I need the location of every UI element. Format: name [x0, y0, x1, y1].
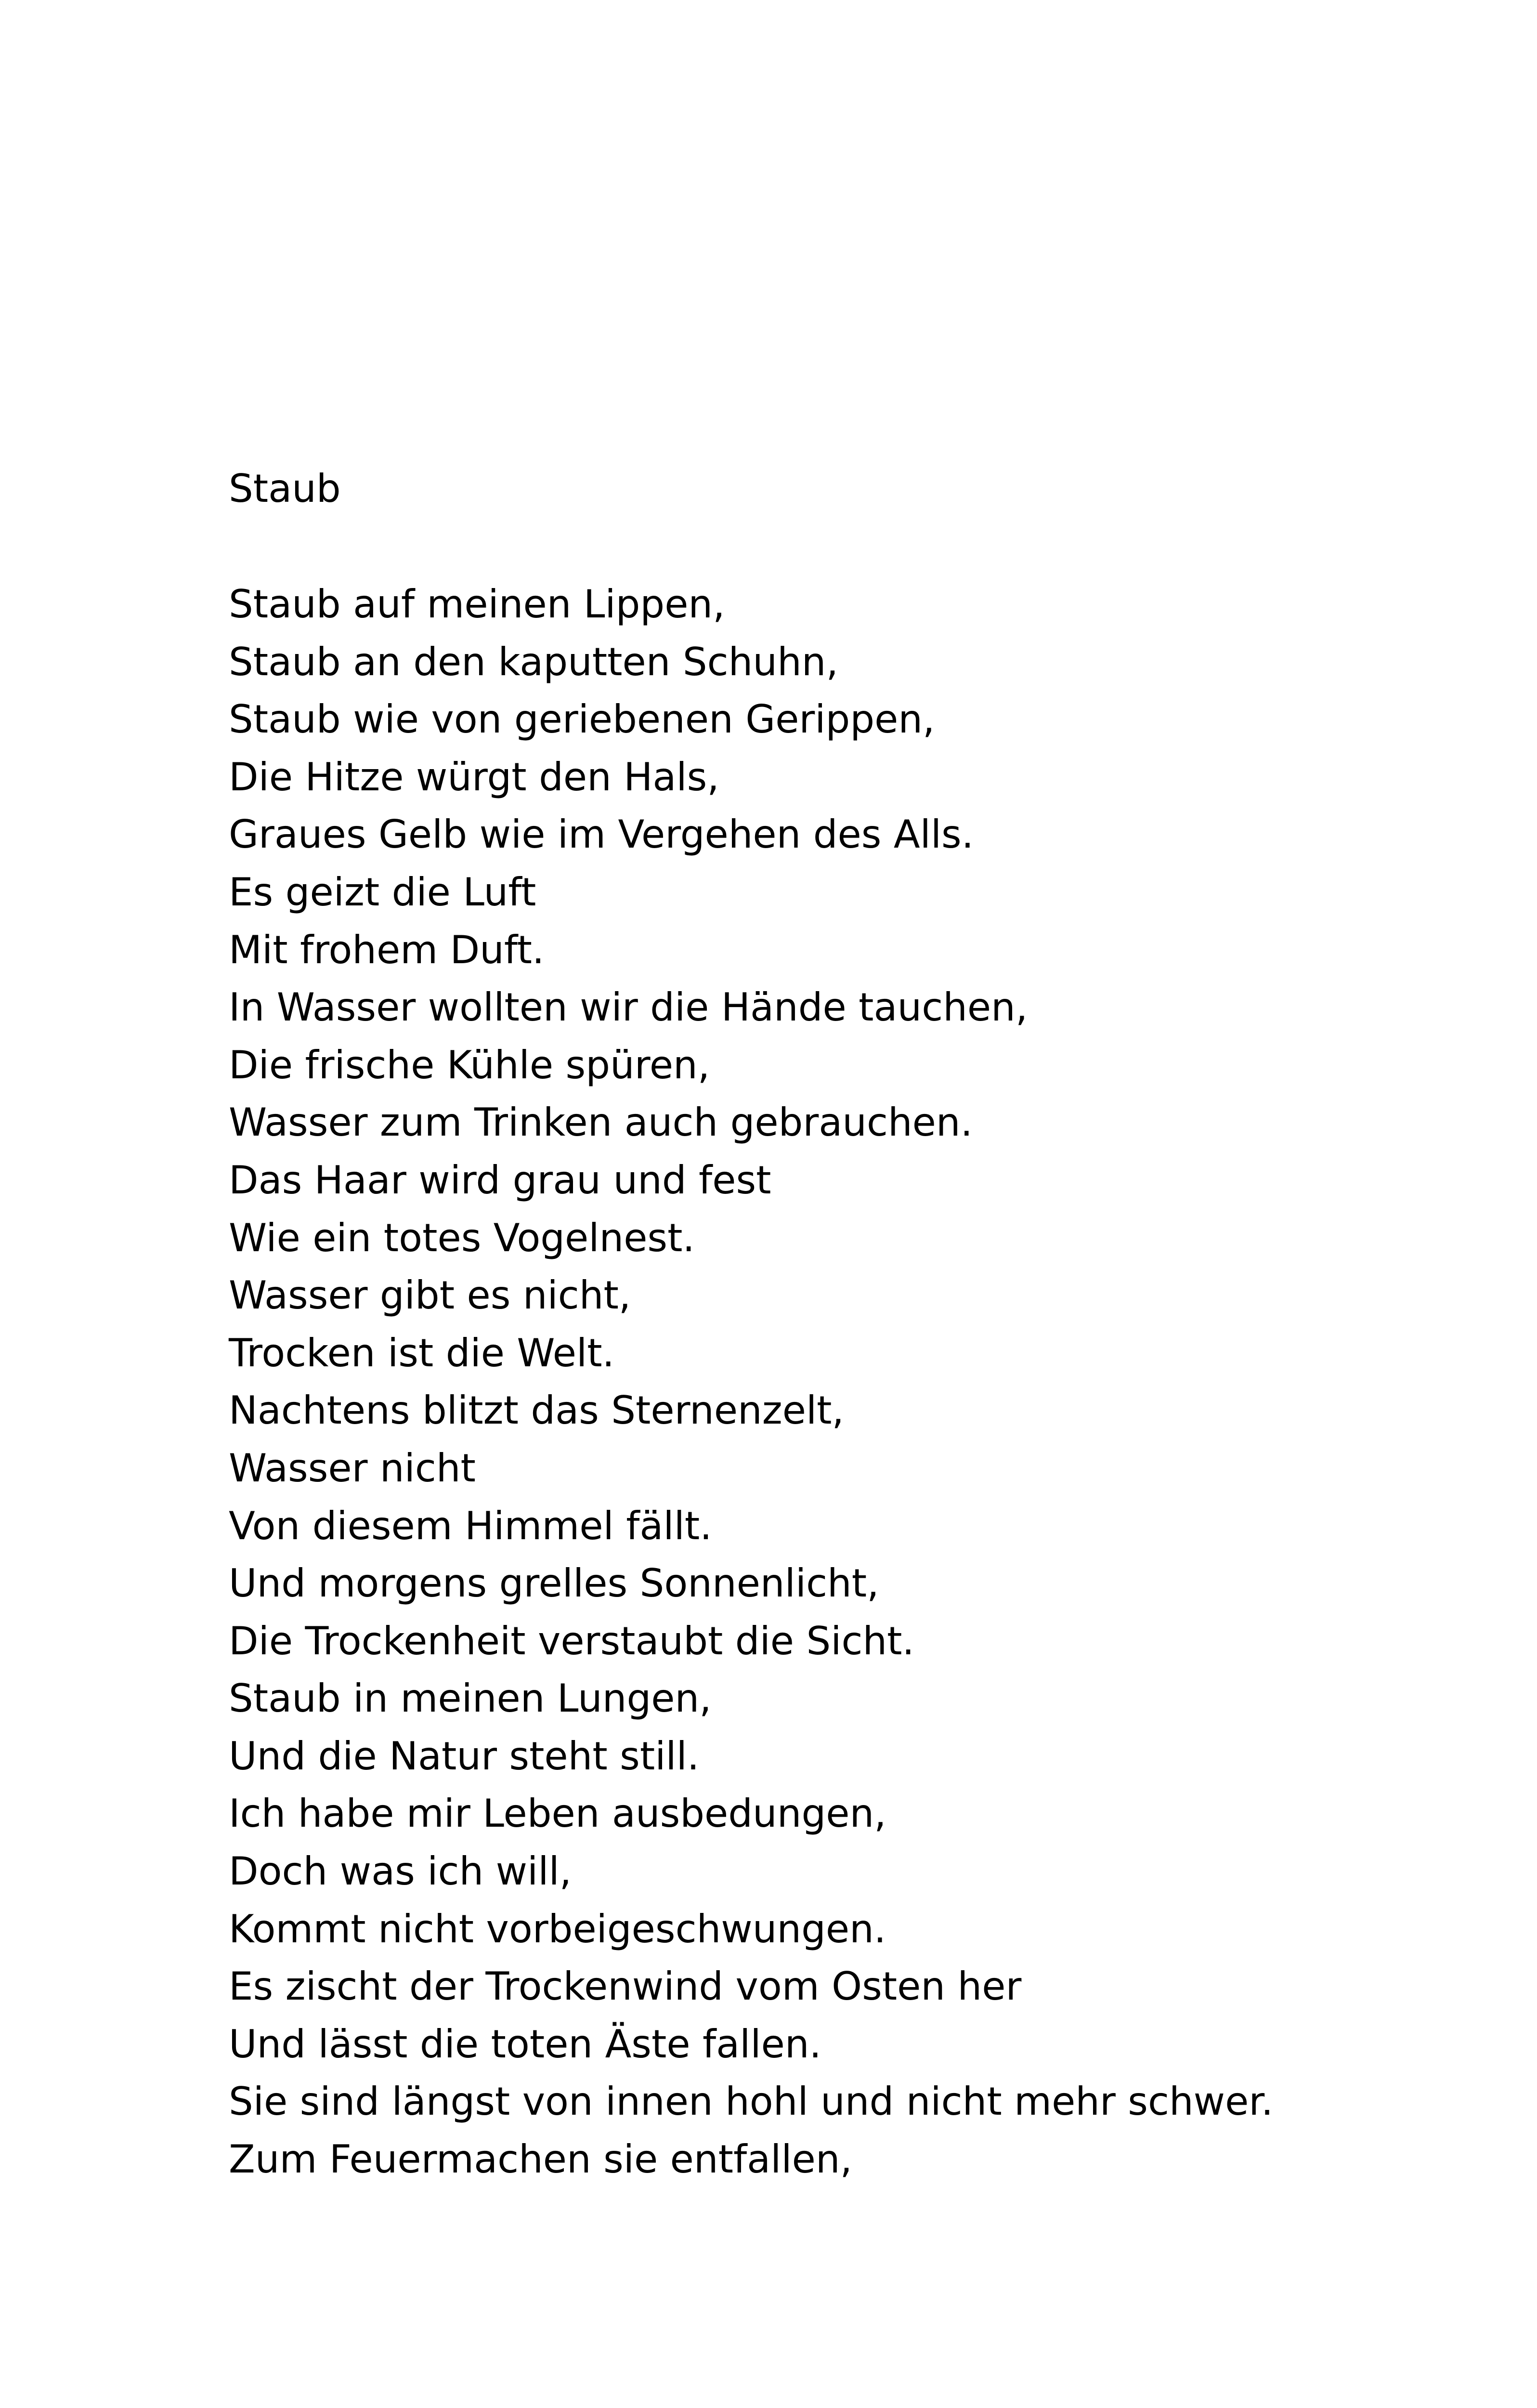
poem-line: Kommt nicht vorbeigeschwungen. — [229, 1906, 886, 1951]
poem-line: Wie ein totes Vogelnest. — [229, 1215, 695, 1260]
poem-line: Staub wie von geriebenen Gerippen, — [229, 697, 935, 742]
poem-line: Und morgens grelles Sonnenlicht, — [229, 1561, 879, 1606]
poem-line: Von diesem Himmel fällt. — [229, 1503, 712, 1548]
poem-line: Nachtens blitzt das Sternenzelt, — [229, 1388, 844, 1433]
poem-title: Staub — [229, 466, 341, 511]
poem-line: Die Trockenheit verstaubt die Sicht. — [229, 1618, 914, 1663]
poem-line: Das Haar wird grau und fest — [229, 1157, 771, 1203]
poem-line: Die Hitze würgt den Hals, — [229, 754, 719, 799]
poem-line: Und lässt die toten Äste fallen. — [229, 2021, 821, 2067]
poem-line: Graues Gelb wie im Vergehen des Alls. — [229, 812, 974, 857]
poem-line: Und die Natur steht still. — [229, 1733, 700, 1779]
poem-line: Staub auf meinen Lippen, — [229, 582, 725, 627]
poem-body — [229, 576, 1481, 2188]
poem-line: Trocken ist die Welt. — [229, 1330, 615, 1375]
poem-line: Sie sind längst von innen hohl und nicht mehr schwer. — [229, 2079, 1274, 2124]
poem-line: Die frische Kühle spüren, — [229, 1042, 710, 1087]
poem-line: In Wasser wollten wir die Hände tauchen, — [229, 985, 1028, 1030]
poem-line: Es geizt die Luft — [229, 869, 536, 915]
poem-line: Wasser gibt es nicht, — [229, 1273, 631, 1318]
poem-line: Wasser nicht — [229, 1445, 476, 1491]
poem-line: Staub an den kaputten Schuhn, — [229, 639, 838, 684]
poem-line: Mit frohem Duft. — [229, 927, 545, 972]
poem-line: Staub in meinen Lungen, — [229, 1676, 712, 1721]
poem-line: Wasser zum Trinken auch gebrauchen. — [229, 1100, 973, 1145]
poem-line: Ich habe mir Leben ausbedungen, — [229, 1791, 886, 1836]
poem-line: Doch was ich will, — [229, 1849, 572, 1894]
poem-line: Es zischt der Trockenwind vom Osten her — [229, 1964, 1022, 2009]
poem-line: Zum Feuermachen sie entfallen, — [229, 2137, 852, 2182]
